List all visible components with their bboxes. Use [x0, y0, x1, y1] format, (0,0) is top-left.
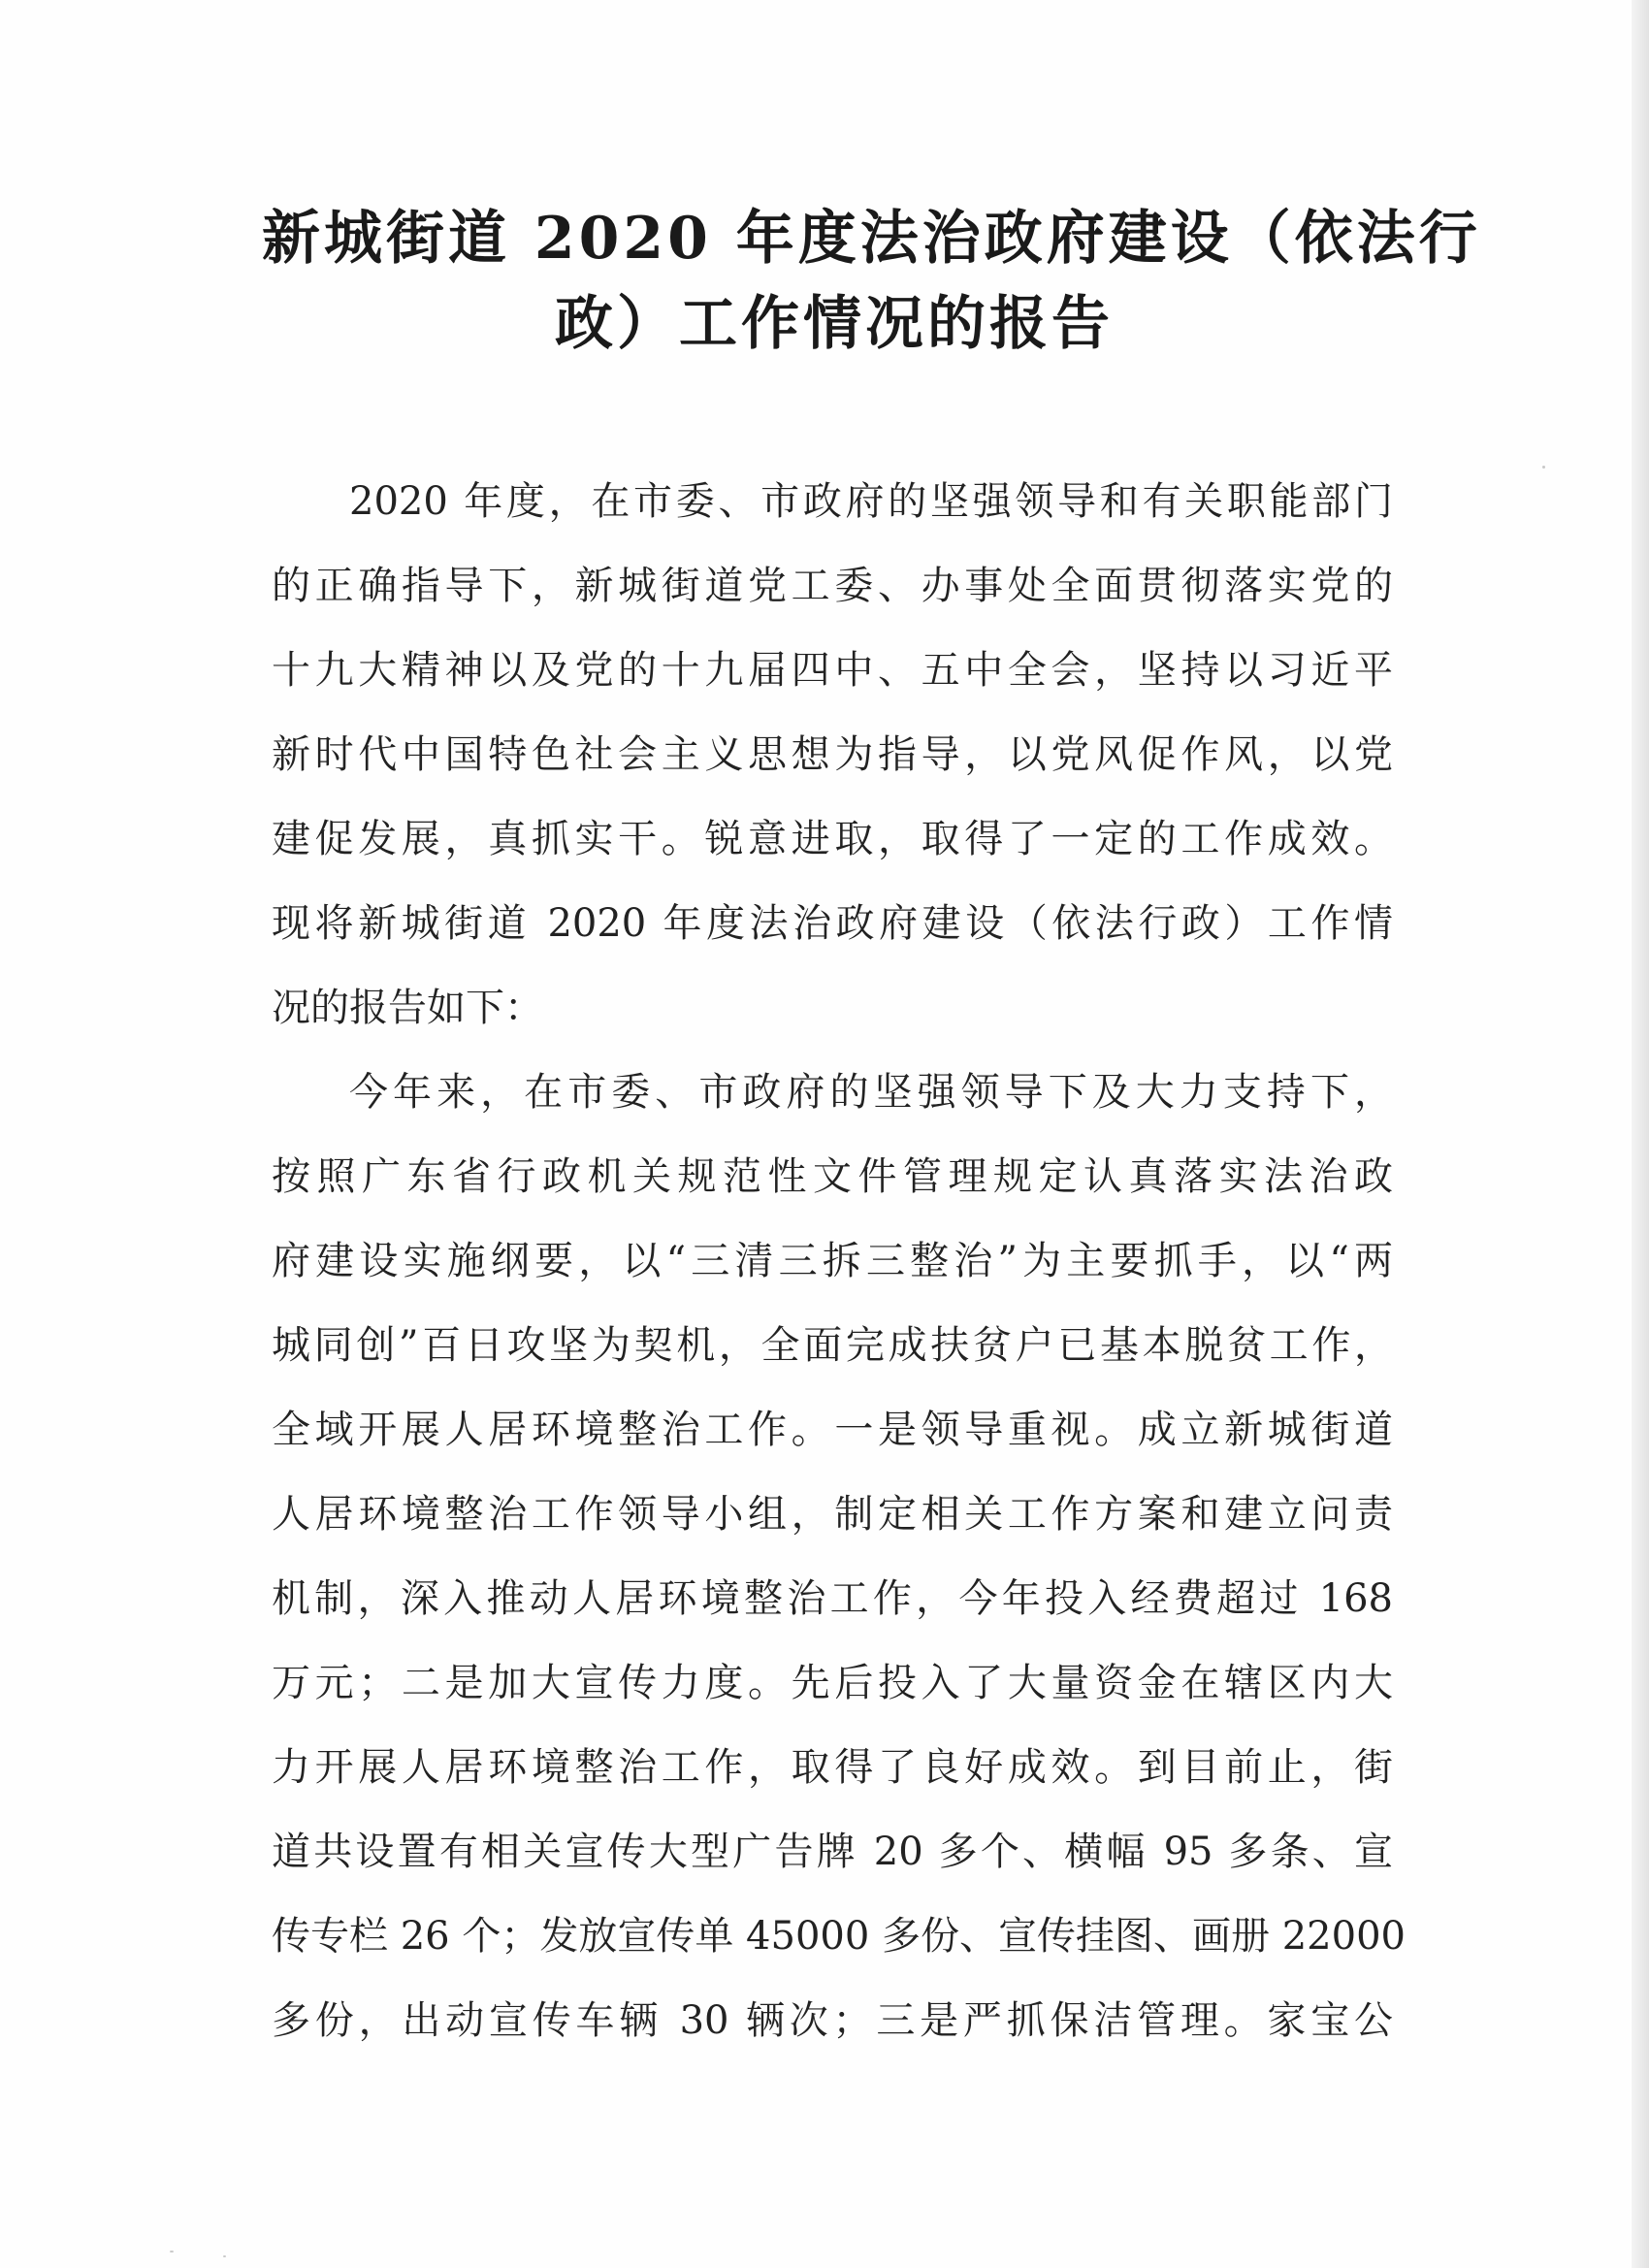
paragraph-line: 府建设实施纲要，以“三清三拆三整治”为主要抓手，以“两: [272, 1239, 1393, 1283]
document-body: [272, 460, 1406, 2063]
paragraph-line: 人居环境整治工作领导小组，制定相关工作方案和建立问责: [272, 1492, 1393, 1537]
paragraph-line: 城同创”百日攻坚为契机，全面完成扶贫户已基本脱贫工作，: [272, 1323, 1393, 1368]
paragraph-line: 新时代中国特色社会主义思想为指导，以党风促作风，以党: [272, 732, 1393, 777]
paragraph-line: 十九大精神以及党的十九届四中、五中全会，坚持以习近平: [272, 648, 1393, 693]
paragraph-line: 况的报告如下：: [272, 986, 543, 1030]
paragraph-line: 现将新城街道 2020 年度法治政府建设（依法行政）工作情: [272, 901, 1393, 946]
title-line: 政）工作情况的报告: [555, 290, 1114, 358]
paragraph-line: 力开展人居环境整治工作，取得了良好成效。到目前止，街: [272, 1745, 1393, 1790]
paragraph-line: 按照广东省行政机关规范性文件管理规定认真落实法治政: [272, 1154, 1393, 1199]
title-line: 新城街道 2020 年度法治政府建设（依法行: [262, 205, 1481, 273]
scan-speck: [1542, 466, 1545, 469]
paragraph-line: 机制，深入推动人居环境整治工作，今年投入经费超过 168: [272, 1576, 1393, 1621]
paragraph-line: 全域开展人居环境整治工作。一是领导重视。成立新城街道: [272, 1408, 1393, 1452]
paragraph-line: 建促发展，真抓实干。锐意进取，取得了一定的工作成效。: [272, 817, 1393, 861]
paragraph-line: 2020 年度，在市委、市政府的坚强领导和有关职能部门: [349, 479, 1393, 524]
paragraph-line: 的正确指导下，新城街道党工委、办事处全面贯彻落实党的: [272, 564, 1393, 608]
paragraph-line: 道共设置有相关宣传大型广告牌 20 多个、横幅 95 多条、宣: [272, 1830, 1393, 1874]
scan-speck: [223, 2255, 226, 2257]
scan-edge: [1632, 0, 1649, 2268]
paragraph-line: 传专栏 26 个；发放宣传单 45000 多份、宣传挂图、画册 22000: [272, 1914, 1406, 1959]
document-title: [262, 196, 1481, 367]
scan-speck: [170, 2251, 174, 2252]
paragraph-line: 万元；二是加大宣传力度。先后投入了大量资金在辖区内大: [272, 1661, 1393, 1705]
paragraph-line: 今年来，在市委、市政府的坚强领导下及大力支持下，: [349, 1070, 1393, 1115]
paragraph-line: 多份，出动宣传车辆 30 辆次；三是严抓保洁管理。家宝公: [272, 1998, 1393, 2043]
